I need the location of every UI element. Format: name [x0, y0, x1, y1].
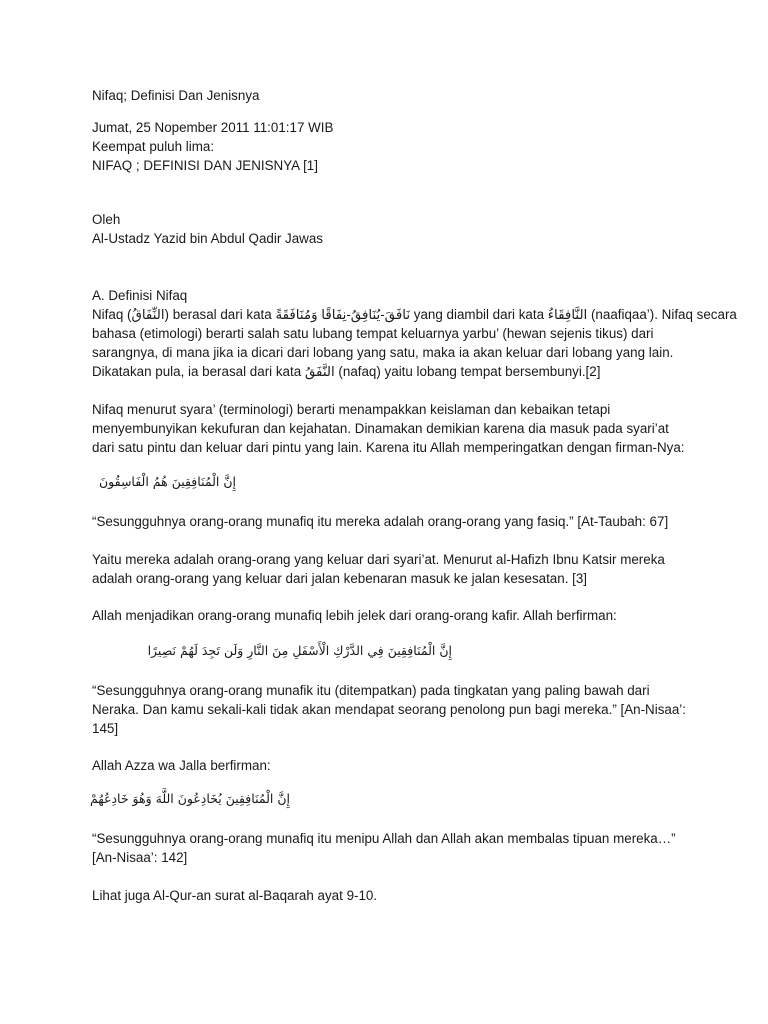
paragraph-line: Nifaq (النِّفَاقُ) berasal dari kata نَافَقَ-يُنَافِقُ-نِفَاقًا وَمُنَافَقَةً yang diambil dari kata النَّافِقَاءُ (naafiqaa’). Nifaq secara [92, 307, 737, 322]
verse-translation: 145] [92, 721, 119, 736]
verse-translation: “Sesungguhnya orang-orang munafiq itu mereka adalah orang-orang yang fasiq.” [At-Taubah: 67] [92, 514, 669, 529]
author-name: Al-Ustadz Yazid bin Abdul Qadir Jawas [92, 231, 323, 246]
caps-heading: NIFAQ ; DEFINISI DAN JENISNYA [1] [92, 158, 318, 173]
paragraph-line: sarangnya, di mana jika ia dicari dari lobang yang satu, maka ia akan keluar dari lobang yang lain. [92, 345, 674, 360]
verse-translation: “Sesungguhnya orang-orang munafik itu (ditempatkan) pada tingkatan yang paling bawah dari [92, 683, 650, 698]
series-line: Keempat puluh lima: [92, 139, 215, 154]
arabic-verse: إِنَّ الْمُنَافِقِينَ يُخَادِعُونَ اللَّهَ وَهُوَ خَادِعُهُمْ [89, 791, 290, 806]
verse-translation: “Sesungguhnya orang-orang munafiq itu menipu Allah dan Allah akan membalas tipuan mereka…” [92, 831, 676, 846]
paragraph-line: Allah Azza wa Jalla berfirman: [92, 758, 271, 773]
paragraph-line: adalah orang-orang yang keluar dari jalan kebenaran masuk ke jalan kesesatan. [3] [92, 571, 588, 586]
by-label: Oleh [92, 212, 121, 227]
document-title: Nifaq; Definisi Dan Jenisnya [92, 88, 260, 103]
paragraph-line: bahasa (etimologi) berarti salah satu lubang tempat keluarnya yarbu’ (hewan sejenis tikus) dari [92, 326, 654, 341]
section-heading: A. Definisi Nifaq [92, 288, 188, 303]
date-line: Jumat, 25 Nopember 2011 11:01:17 WIB [92, 120, 334, 135]
verse-translation: Neraka. Dan kamu sekali-kali tidak akan mendapat seorang penolong pun bagi mereka.” [An-Nisaa’: [92, 702, 686, 717]
paragraph-line: Nifaq menurut syara’ (terminologi) berarti menampakkan keislaman dan kebaikan tetapi [92, 402, 611, 417]
paragraph-line: dari satu pintu dan keluar dari pintu yang lain. Karena itu Allah memperingatkan dengan firman-Nya: [92, 440, 685, 455]
paragraph-line: menyembunyikan kekufuran dan kejahatan. Dinamakan demikian karena dia masuk pada syari’at [92, 421, 669, 436]
paragraph-line: Lihat juga Al-Qur-an surat al-Baqarah ayat 9-10. [92, 888, 378, 903]
paragraph-line: Yaitu mereka adalah orang-orang yang keluar dari syari’at. Menurut al-Hafizh Ibnu Katsir mereka [92, 552, 665, 567]
paragraph-line: Allah menjadikan orang-orang munafiq lebih jelek dari orang-orang kafir. Allah berfirman: [92, 608, 617, 623]
arabic-verse: إِنَّ الْمُنَافِقِينَ هُمُ الْفَاسِقُونَ [98, 474, 236, 489]
verse-translation: [An-Nisaa’: 142] [92, 850, 188, 865]
arabic-verse: إِنَّ الْمُنَافِقِينَ فِي الدَّرْكِ الْأَسْفَلِ مِنَ النَّارِ وَلَن تَجِدَ لَهُمْ نَصِيرًا [147, 643, 452, 658]
paragraph-line: Dikatakan pula, ia berasal dari kata النَّفَقُ (nafaq) yaitu lobang tempat bersembunyi.[2] [92, 364, 601, 379]
